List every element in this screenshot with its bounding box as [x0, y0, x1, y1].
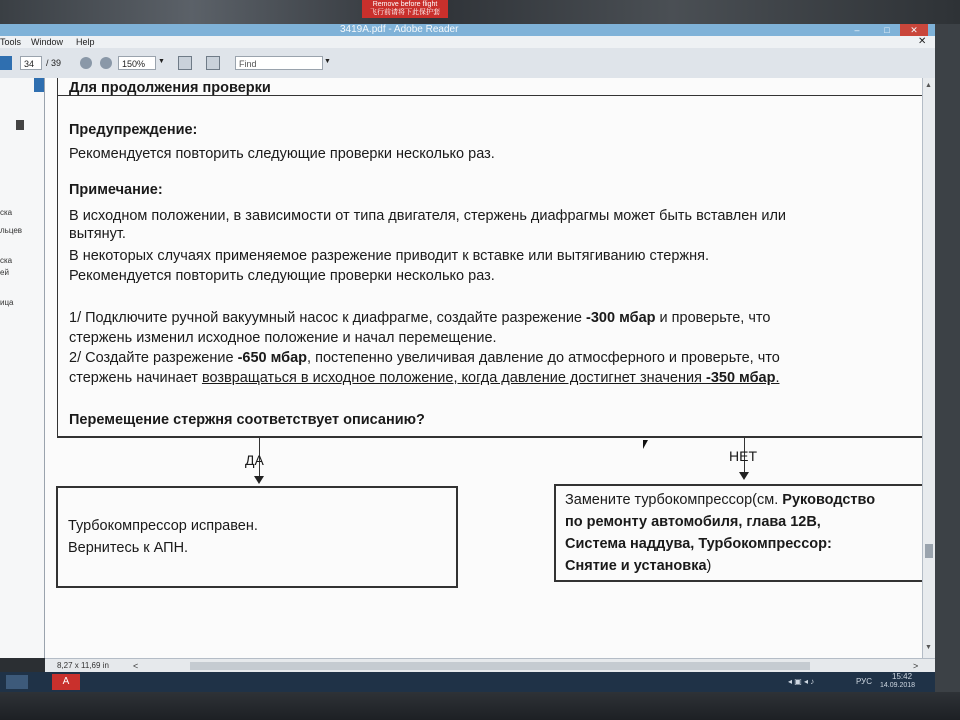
yes-result-line1: Турбокомпрессор исправен.: [68, 518, 258, 534]
step2-target-pressure: -350 мбар: [705, 370, 776, 386]
no-result-box: [554, 484, 924, 582]
note-line: вытянут.: [69, 226, 126, 242]
toolbar: [0, 48, 935, 79]
page-number-input[interactable]: 34: [20, 56, 42, 70]
note-line: В исходном положении, в зависимости от типа двигателя, стержень диафрагмы может быть вставлен или: [69, 208, 787, 224]
note-line: Рекомендуется повторить следующие проверки несколько раз.: [69, 268, 495, 284]
find-input[interactable]: Find: [235, 56, 323, 70]
step1-pressure: -300 мбар: [586, 310, 656, 326]
tag-text-line2: 飞行前请将下此保护套: [370, 9, 440, 16]
find-dropdown-icon[interactable]: ▼: [324, 58, 331, 65]
page-total: / 39: [46, 58, 62, 68]
step1-text-end: и проверьте, что: [655, 310, 771, 326]
manual-ref: Руководство: [782, 492, 876, 508]
sidebar-item[interactable]: льцев: [0, 226, 23, 235]
fit-page-icon[interactable]: [178, 56, 192, 70]
scroll-down-icon[interactable]: ▼: [925, 644, 932, 651]
arrow-icon[interactable]: [0, 56, 12, 70]
no-arrow-head: [739, 472, 749, 480]
step2-text: 2/ Создайте разрежение: [69, 350, 238, 366]
monitor-bezel-bottom: [0, 692, 960, 720]
step2-underlined-text: возвращаться в исходное положение, когда давление достигнет значения: [201, 370, 706, 386]
close-button[interactable]: ✕: [900, 24, 928, 36]
vertical-scrollbar[interactable]: [922, 78, 936, 658]
bookmark-icon[interactable]: [34, 78, 44, 92]
close-paren: ): [706, 558, 712, 574]
step2-line2: [69, 370, 779, 386]
note-line: В некоторых случаях применяемое разрежение приводит к вставке или вытягиванию стержня.: [69, 248, 709, 264]
zoom-select[interactable]: 150%: [118, 56, 156, 70]
no-result-line3: Система наддува, Турбокомпрессор:: [565, 536, 832, 552]
adobe-reader-taskbar-icon[interactable]: A: [52, 674, 80, 690]
step2-line1: [69, 350, 780, 366]
step1-line1: [69, 310, 770, 326]
zoom-in-icon[interactable]: [100, 57, 112, 69]
warning-text: Рекомендуется повторить следующие проверки несколько раз.: [69, 146, 495, 162]
window-titlebar: [0, 24, 935, 36]
step2-text-end: , постепенно увеличивая давление до атмосферного и проверьте, что: [307, 350, 780, 366]
yes-result-box: [56, 486, 458, 588]
step1-line2: стержень изменил исходное положение и начал перемещение.: [69, 330, 497, 346]
box-left-border: [57, 78, 58, 436]
taskbar: [0, 672, 935, 692]
note-title: Примечание:: [69, 182, 163, 198]
minimize-button[interactable]: –: [854, 25, 860, 35]
box-bottom-border: [57, 436, 922, 438]
sidebar-item[interactable]: ска: [0, 208, 13, 217]
step2-period: .: [775, 370, 780, 386]
clock-date[interactable]: 14.09.2018: [880, 682, 916, 689]
yes-result-line2: Вернитесь к АПН.: [68, 540, 189, 556]
close-document-icon[interactable]: ✕: [918, 36, 927, 47]
procedure-ref: Снятие и установка: [565, 558, 707, 574]
page-size: 8,27 x 11,69 in: [57, 661, 109, 670]
clock-time[interactable]: 15:42: [892, 672, 913, 681]
section-heading: Для продолжения проверки: [69, 80, 271, 96]
step2-text2: стержень начинает: [69, 370, 202, 386]
scroll-right-icon[interactable]: >: [913, 661, 919, 671]
monitor-bezel-right: [935, 24, 960, 692]
scrollbar-thumb[interactable]: [925, 544, 933, 558]
yes-arrow-head: [254, 476, 264, 484]
start-button[interactable]: [6, 675, 28, 689]
scroll-up-icon[interactable]: ▲: [925, 82, 932, 89]
page-icon[interactable]: [16, 120, 24, 130]
yes-label: ДА: [245, 452, 264, 468]
no-result-line4: [565, 558, 711, 574]
remove-before-flight-tag: [362, 0, 448, 18]
maximize-button[interactable]: □: [884, 25, 890, 35]
language-indicator[interactable]: РУС: [856, 677, 873, 686]
menu-window[interactable]: Window: [31, 37, 64, 47]
status-bar: [45, 658, 935, 673]
chevron-down-icon[interactable]: ▼: [158, 58, 165, 65]
no-label: НЕТ: [729, 448, 757, 464]
sidebar-item[interactable]: ска: [0, 256, 13, 265]
no-result-line1: [565, 492, 875, 508]
document-page: [45, 78, 922, 658]
question: Перемещение стержня соответствует описанию?: [69, 412, 425, 428]
no-result-text: Замените турбокомпрессор(см.: [565, 492, 783, 508]
window-title: 3419A.pdf - Adobe Reader: [340, 24, 459, 35]
fit-width-icon[interactable]: [206, 56, 220, 70]
scroll-left-icon[interactable]: <: [133, 661, 139, 671]
mouse-cursor-icon: [643, 440, 648, 449]
menu-tools[interactable]: Tools: [0, 37, 22, 47]
step2-pressure: -650 мбар: [237, 350, 308, 366]
zoom-out-icon[interactable]: [80, 57, 92, 69]
sidebar-item[interactable]: ица: [0, 298, 14, 307]
menu-bar: [0, 36, 935, 48]
tray-icons[interactable]: ◂ ▣ ◂ ♪: [788, 677, 815, 686]
no-result-line2: по ремонту автомобиля, глава 12B,: [565, 514, 821, 530]
sidebar-item[interactable]: ей: [0, 268, 9, 277]
navigation-pane: [0, 78, 45, 658]
tag-text-line1: Remove before flight: [372, 1, 438, 8]
step1-text: 1/ Подключите ручной вакуумный насос к диафрагме, создайте разрежение: [69, 310, 587, 326]
horizontal-scrollbar-thumb[interactable]: [190, 662, 810, 670]
menu-help[interactable]: Help: [76, 37, 95, 47]
warning-title: Предупреждение:: [69, 122, 198, 138]
